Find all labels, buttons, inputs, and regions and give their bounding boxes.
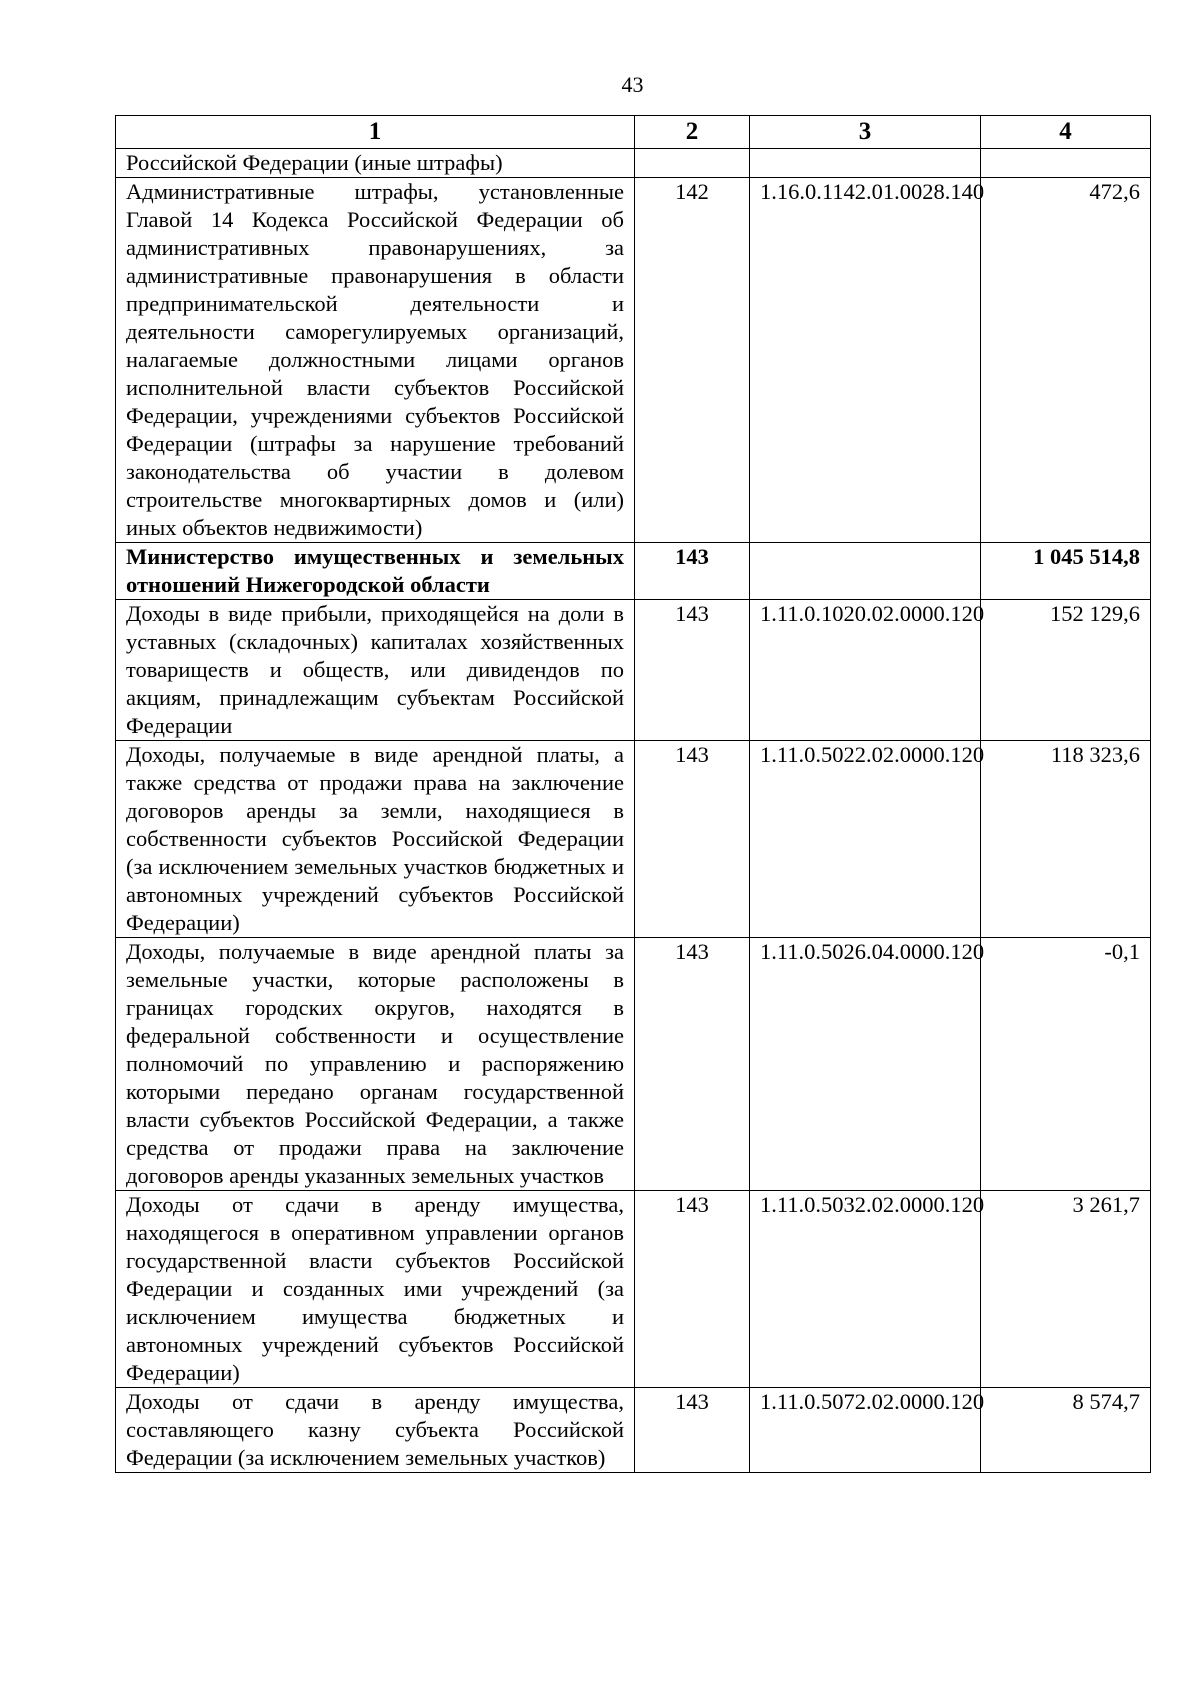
table-row xyxy=(116,149,1151,178)
table-row xyxy=(116,600,1151,741)
table-row xyxy=(116,938,1151,1191)
row-amount: 8 574,7 xyxy=(981,1388,1151,1473)
row-revenue-code: 1.11.0.5022.02.0000.120 xyxy=(750,741,981,938)
row-amount xyxy=(981,149,1151,178)
table-row xyxy=(116,1191,1151,1388)
row-admin-code: 143 xyxy=(635,543,750,600)
row-admin-code: 143 xyxy=(635,600,750,741)
row-revenue-code xyxy=(750,149,981,178)
row-description: Доходы от сдачи в аренду имущества, находящегося в оперативном управлении органов государственной власти субъектов Российской Федерации и созданных ими учреждений (за исключением имущества бюджетных и автономных учреждений субъектов Российской Федерации) xyxy=(116,1191,635,1388)
header-col-1: 1 xyxy=(116,116,635,149)
table-row xyxy=(116,741,1151,938)
row-amount: -0,1 xyxy=(981,938,1151,1191)
row-admin-code: 143 xyxy=(635,1388,750,1473)
row-admin-code: 143 xyxy=(635,938,750,1191)
row-revenue-code: 1.11.0.5026.04.0000.120 xyxy=(750,938,981,1191)
row-admin-code: 142 xyxy=(635,178,750,543)
row-description: Доходы в виде прибыли, приходящейся на доли в уставных (складочных) капиталах хозяйственных товариществ и обществ, или дивидендов по акциям, принадлежащим субъектам Российской Федерации xyxy=(116,600,635,741)
table-row xyxy=(116,1388,1151,1473)
row-description: Доходы, получаемые в виде арендной платы за земельные участки, которые расположены в границах городских округов, находятся в федеральной собственности и осуществление полномочий по управлению и распоряжению которыми передано органам государственной власти субъектов Российской Федерации, а также средства от продажи права на заключение договоров аренды указанных земельных участков xyxy=(116,938,635,1191)
row-description: Российской Федерации (иные штрафы) xyxy=(116,149,635,178)
row-revenue-code: 1.11.0.5072.02.0000.120 xyxy=(750,1388,981,1473)
row-admin-code xyxy=(635,149,750,178)
row-amount: 472,6 xyxy=(981,178,1151,543)
row-description: Министерство имущественных и земельных отношений Нижегородской области xyxy=(116,543,635,600)
row-amount: 1 045 514,8 xyxy=(981,543,1151,600)
row-revenue-code xyxy=(750,543,981,600)
row-revenue-code: 1.11.0.5032.02.0000.120 xyxy=(750,1191,981,1388)
header-col-2: 2 xyxy=(635,116,750,149)
table-row-ministry xyxy=(116,543,1151,600)
row-description: Доходы от сдачи в аренду имущества, составляющего казну субъекта Российской Федерации (за исключением земельных участков) xyxy=(116,1388,635,1473)
header-col-3: 3 xyxy=(750,116,981,149)
row-amount: 3 261,7 xyxy=(981,1191,1151,1388)
revenue-table xyxy=(115,115,1151,1473)
row-amount: 118 323,6 xyxy=(981,741,1151,938)
row-description: Доходы, получаемые в виде арендной платы, а также средства от продажи права на заключение договоров аренды за земли, находящиеся в собственности субъектов Российской Федерации (за исключением земельных участков бюджетных и автономных учреждений субъектов Российской Федерации) xyxy=(116,741,635,938)
row-revenue-code: 1.11.0.1020.02.0000.120 xyxy=(750,600,981,741)
row-admin-code: 143 xyxy=(635,741,750,938)
table-header-row xyxy=(116,116,1151,149)
header-col-4: 4 xyxy=(981,116,1151,149)
row-description: Административные штрафы, установленные Главой 14 Кодекса Российской Федерации об административных правонарушениях, за административные правонарушения в области предпринимательской деятельности и деятельности саморегулируемых организаций, налагаемые должностными лицами органов исполнительной власти субъектов Российской Федерации, учреждениями субъектов Российской Федерации (штрафы за нарушение требований законодательства об участии в долевом строительстве многоквартирных домов и (или) иных объектов недвижимости) xyxy=(116,178,635,543)
table-row xyxy=(116,178,1151,543)
row-admin-code: 143 xyxy=(635,1191,750,1388)
page-number: 43 xyxy=(621,72,644,97)
row-amount: 152 129,6 xyxy=(981,600,1151,741)
row-revenue-code: 1.16.0.1142.01.0028.140 xyxy=(750,178,981,543)
